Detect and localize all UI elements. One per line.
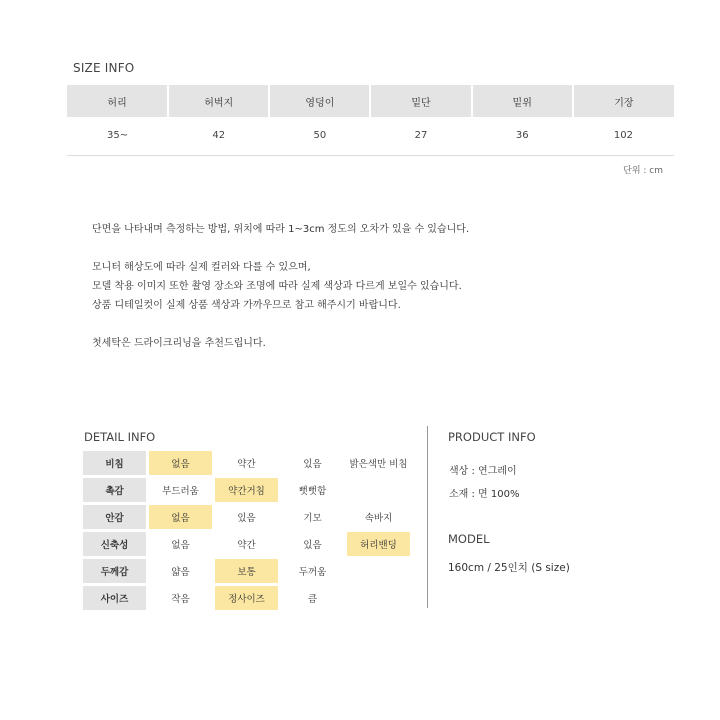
detail-option: 얇음 <box>171 567 190 578</box>
size-table-value-row <box>67 117 674 155</box>
detail-row-label: 촉감 <box>83 478 146 502</box>
size-header-hip: 영덩이 <box>269 85 370 117</box>
detail-option: 있음 <box>303 540 322 551</box>
detail-row-lining <box>83 505 410 529</box>
size-value-waist: 35~ <box>67 117 168 155</box>
detail-option: 약간 <box>237 459 256 470</box>
detail-option: 있음 <box>237 513 256 524</box>
detail-option: 약간거침 <box>215 478 278 502</box>
detail-row-stretch <box>83 532 410 556</box>
detail-option: 부드러움 <box>162 486 199 497</box>
section-divider <box>427 426 428 608</box>
note-line: 첫세탁은 드라이크리닝을 추천드립니다. <box>92 338 266 349</box>
size-header-waist: 허리 <box>67 85 168 117</box>
detail-option: 없음 <box>171 540 190 551</box>
detail-row-size <box>83 586 410 610</box>
detail-option: 보통 <box>215 559 278 583</box>
detail-table <box>80 448 413 613</box>
size-header-length: 기장 <box>573 85 674 117</box>
detail-option: 약간 <box>237 540 256 551</box>
detail-row-label: 사이즈 <box>83 586 146 610</box>
size-unit-note: 단위 : cm <box>623 166 663 176</box>
model-title: MODEL <box>448 532 490 546</box>
detail-option: 있음 <box>303 459 322 470</box>
detail-row-label: 두께감 <box>83 559 146 583</box>
detail-option: 작음 <box>171 594 190 605</box>
detail-row-thickness <box>83 559 410 583</box>
detail-option: 큼 <box>307 594 318 605</box>
detail-option: 없음 <box>149 451 212 475</box>
size-value-hem: 27 <box>370 117 471 155</box>
size-value-rise: 36 <box>472 117 573 155</box>
detail-option: 두꺼움 <box>298 567 327 578</box>
detail-row-sheerness <box>83 451 410 475</box>
detail-row-label: 비침 <box>83 451 146 475</box>
size-value-length: 102 <box>573 117 674 155</box>
size-header-rise: 밑위 <box>472 85 573 117</box>
size-table <box>67 85 674 156</box>
note-spacer <box>92 239 469 258</box>
size-value-thigh: 42 <box>168 117 269 155</box>
detail-option: 정사이즈 <box>215 586 278 610</box>
size-info-title: SIZE INFO <box>73 61 135 75</box>
detail-option-empty <box>347 559 410 583</box>
product-info-title: PRODUCT INFO <box>448 430 536 444</box>
note-line: 모델 착용 이미지 또한 촬영 장소와 조명에 따라 실제 색상과 다르게 보일수 있습니다. <box>92 281 462 292</box>
detail-option: 허리밴딩 <box>347 532 410 556</box>
detail-row-texture <box>83 478 410 502</box>
size-header-thigh: 허벅지 <box>168 85 269 117</box>
detail-option: 없음 <box>149 505 212 529</box>
size-header-hem: 밑단 <box>370 85 471 117</box>
note-line: 상품 디테일컷이 실제 상품 색상과 가까우므로 참고 해주시기 바랍니다. <box>92 300 401 311</box>
note-line: 모니터 해상도에 따라 실제 컬러와 다를 수 있으며, <box>92 262 311 273</box>
note-spacer <box>92 315 469 334</box>
detail-option-empty <box>347 478 410 502</box>
product-material: 소재 : 면 100% <box>449 489 520 500</box>
detail-option: 뻣뻣함 <box>298 486 327 497</box>
size-value-hip: 50 <box>269 117 370 155</box>
product-color: 색상 : 연그레이 <box>449 466 517 477</box>
model-size: 160cm / 25인치 (S size) <box>448 562 570 574</box>
note-line: 단면을 나타내며 측정하는 방법, 위치에 따라 1~3cm 정도의 오차가 있을 수 있습니다. <box>92 224 470 235</box>
detail-option-empty <box>347 586 410 610</box>
detail-info-title: DETAIL INFO <box>84 430 156 444</box>
detail-row-label: 안감 <box>83 505 146 529</box>
detail-option: 기모 <box>303 513 322 524</box>
size-table-header-row <box>67 85 674 117</box>
detail-option: 속바지 <box>364 513 393 524</box>
care-notes <box>92 220 469 353</box>
detail-row-label: 신축성 <box>83 532 146 556</box>
detail-option: 밝은색만 비침 <box>349 459 408 470</box>
